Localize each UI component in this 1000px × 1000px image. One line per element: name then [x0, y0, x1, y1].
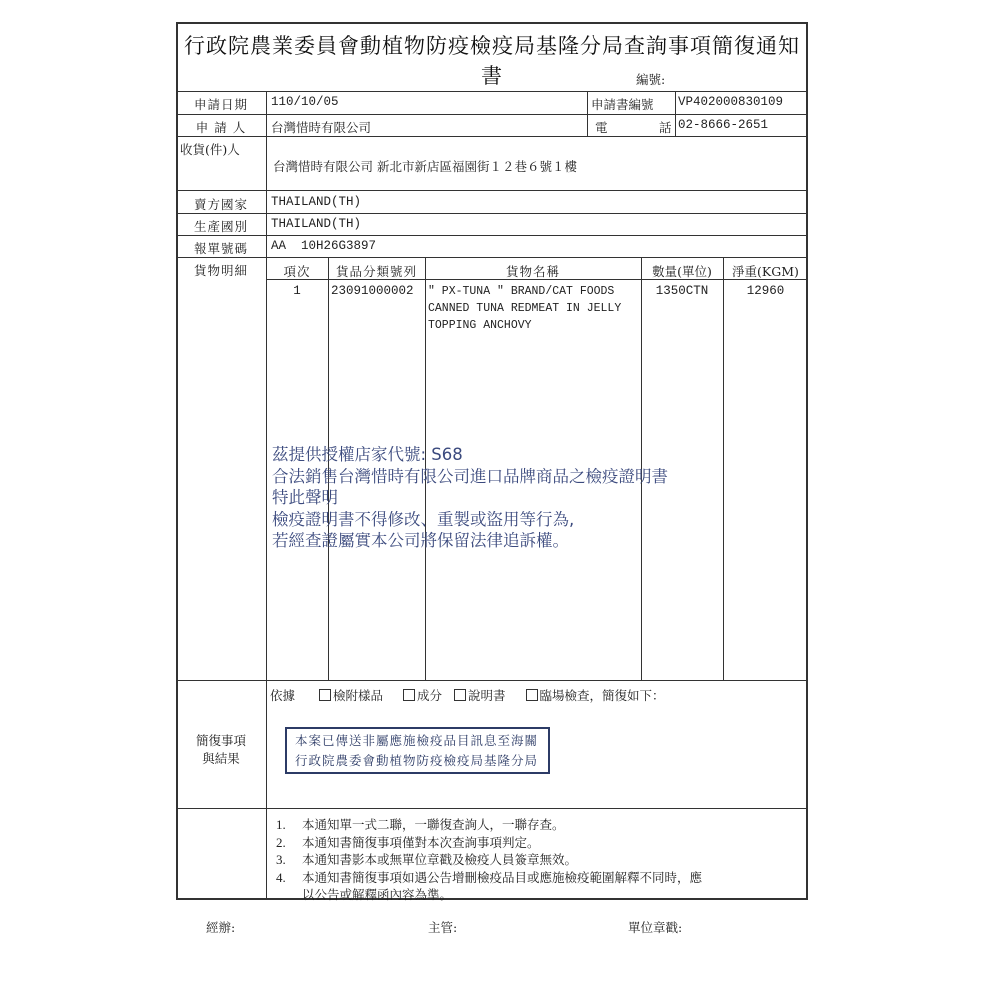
document-title: 行政院農業委員會動植物防疫檢疫局基隆分局查詢事項簡復通知書	[184, 34, 800, 88]
goods-row-hs-code: 23091000002	[331, 284, 414, 298]
column-header-quantity: 數量(單位)	[652, 264, 712, 279]
note-item-continued	[276, 886, 702, 904]
divider	[587, 91, 588, 136]
checkbox-icon[interactable]	[526, 689, 538, 701]
consignee-label: 收貨(件)人	[180, 142, 240, 157]
divider	[176, 808, 808, 809]
note-text: 本通知書影本或無單位章戳及檢疫人員簽章無效。	[302, 852, 578, 867]
divider	[723, 257, 724, 680]
stamp-line: 行政院農委會動植物防疫檢疫局基隆分局	[295, 753, 539, 768]
checkbox-sample[interactable]	[319, 688, 383, 703]
notes-list	[276, 816, 702, 904]
phone-value: 02-8666-2651	[678, 118, 769, 132]
note-text: 本通知書簡復事項如遇公告增刪檢疫品目或應施檢疫範圍解釋不同時，應	[302, 869, 703, 885]
application-no-label: 申請書編號	[591, 97, 654, 112]
watermark-line: 茲提供授權店家代號: S68	[272, 445, 463, 464]
goods-row-item: 1	[293, 284, 301, 298]
unit-seal-label: 單位章戳:	[628, 920, 683, 935]
apply-date-label: 申請日期	[193, 97, 248, 112]
note-number: 2.	[276, 834, 286, 850]
divider	[176, 213, 808, 214]
note-number: 3.	[276, 852, 286, 867]
watermark-line: 特此聲明	[272, 488, 338, 507]
apply-date-value: 110/10/05	[271, 95, 339, 109]
seller-country-value: THAILAND(TH)	[271, 195, 362, 209]
supervisor-signature-label: 主管:	[428, 920, 458, 935]
note-text: 本通知書簡復事項僅對本次查詢事項判定。	[302, 834, 540, 850]
divider	[176, 190, 808, 191]
note-item	[276, 816, 702, 834]
label-column-divider	[266, 91, 267, 900]
note-text: 以公告或解釋函內容為準。	[302, 887, 453, 902]
divider	[176, 136, 808, 137]
declaration-no-label: 報單號碼	[193, 241, 248, 256]
goods-name-line: " PX-TUNA " BRAND/CAT FOODS	[428, 285, 615, 298]
checkbox-icon[interactable]	[454, 689, 466, 701]
checkbox-on-site-inspection[interactable]	[526, 688, 665, 703]
divider	[176, 680, 808, 681]
checkbox-icon[interactable]	[403, 689, 415, 701]
handler-signature-label: 經辦:	[206, 920, 236, 935]
customs-stamp	[285, 727, 550, 774]
note-item	[276, 851, 702, 869]
watermark-line: 若經查證屬實本公司將保留法律追訴權。	[272, 531, 569, 550]
applicant-value: 台灣惜時有限公司	[271, 120, 372, 135]
checkbox-manual[interactable]	[454, 688, 506, 703]
origin-country-value: THAILAND(TH)	[271, 217, 362, 231]
seller-country-label: 賣方國家	[193, 197, 248, 212]
result-section-label	[176, 732, 266, 768]
goods-row-quantity: 1350CTN	[655, 284, 709, 298]
serial-label: 編號:	[636, 72, 666, 87]
divider	[176, 257, 808, 258]
column-header-hs-code: 貨品分類號列	[335, 264, 417, 279]
stamp-line: 本案已傳送非屬應施檢疫品目訊息至海關	[295, 733, 539, 748]
application-no-value: VP402000830109	[678, 95, 784, 109]
note-item	[276, 834, 702, 852]
goods-name-line: CANNED TUNA REDMEAT IN JELLY	[428, 302, 622, 315]
column-header-net-weight: 淨重(KGM)	[732, 264, 799, 279]
goods-name-line: TOPPING ANCHOVY	[428, 319, 532, 332]
checkbox-label: 說明書	[468, 688, 506, 703]
column-header-goods-name: 貨物名稱	[505, 264, 560, 279]
note-number: 4.	[276, 869, 286, 885]
goods-row-name	[428, 283, 621, 334]
applicant-label: 申 請 人	[195, 120, 247, 135]
checkbox-label: 檢附樣品	[333, 688, 384, 703]
checkbox-label: 成分	[417, 688, 443, 703]
goods-row-net-weight: 12960	[746, 284, 785, 298]
divider	[176, 235, 808, 236]
basis-label: 依據	[270, 688, 296, 703]
watermark-line: 合法銷售台灣惜時有限公司進口品牌商品之檢疫證明書	[272, 466, 668, 486]
basis-row	[270, 686, 665, 704]
result-label-line: 簡復事項	[195, 733, 246, 748]
divider	[176, 114, 808, 115]
note-text: 本通知單一式二聯，一聯復查詢人，一聯存查。	[302, 817, 565, 832]
note-item	[276, 869, 702, 887]
consignee-value: 台灣惜時有限公司 新北市新店區福園街１２巷６號１樓	[273, 159, 577, 174]
checkbox-label: 臨場檢查，簡復如下：	[539, 688, 665, 703]
result-label-line: 與結果	[202, 751, 240, 766]
goods-section-label: 貨物明細	[193, 263, 248, 278]
column-header-item: 項次	[283, 264, 311, 279]
note-number-spacer	[276, 886, 302, 904]
divider	[675, 91, 676, 136]
authorization-watermark	[272, 444, 668, 552]
watermark-line: 檢疫證明書不得修改、重製或盜用等行為,	[272, 509, 575, 529]
checkbox-ingredients[interactable]	[403, 688, 442, 703]
note-number: 1.	[276, 817, 286, 832]
checkbox-icon[interactable]	[319, 689, 331, 701]
phone-label-1: 電	[595, 120, 608, 135]
declaration-no-value: AA 10H26G3897	[271, 239, 377, 253]
phone-label-2: 話	[659, 120, 672, 135]
divider	[176, 91, 808, 92]
origin-country-label: 生產國別	[193, 219, 248, 234]
